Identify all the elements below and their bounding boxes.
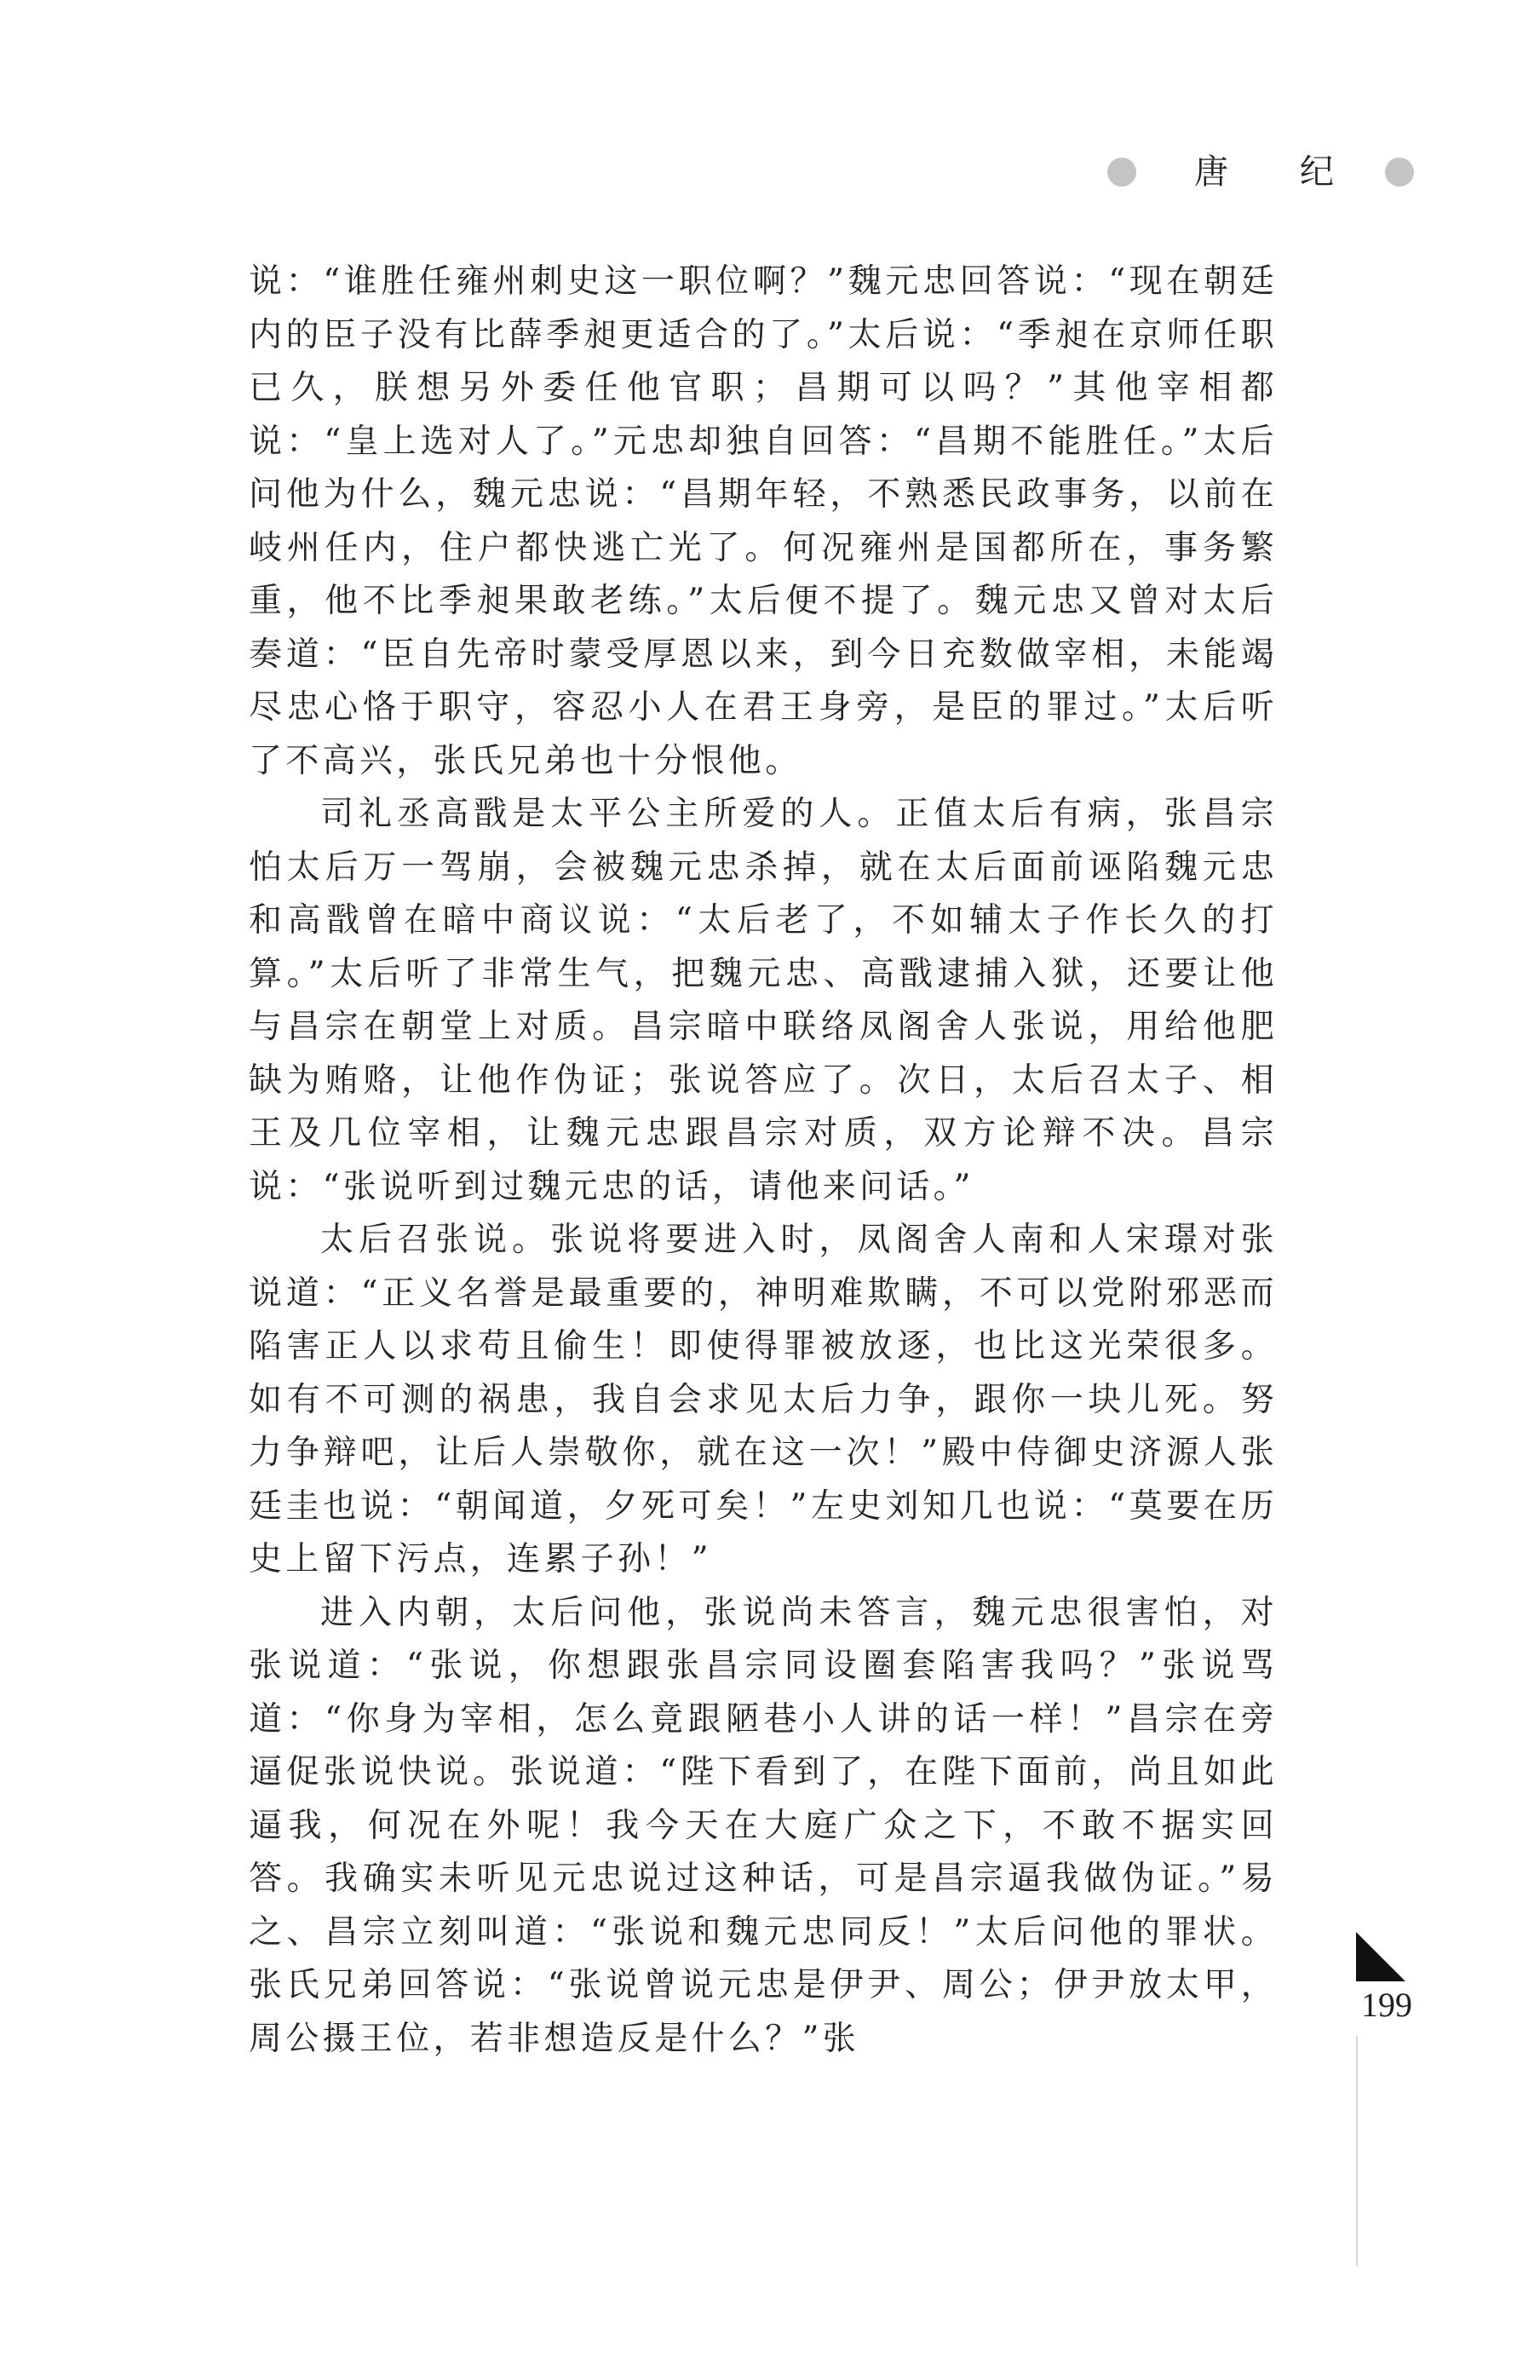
running-header [1107,149,1431,200]
paragraph-1: 说：“谁胜任雍州刺史这一职位啊？”魏元忠回答说：“现在朝廷内的臣子没有比薛季昶更适合的了。”太后说：“季昶在京师任职已久，朕想另外委任他官职；昌期可以吗？”其他宰相都说：“皇上选对人了。”元忠却独自回答：“昌期不能胜任。”太后问他为什么，魏元忠说：“昌期年轻，不熟悉民政事务，以前在岐州任内，住户都快逃亡光了。何况雍州是国都所在，事务繁重，他不比季昶果敢老练。”太后便不提了。魏元忠又曾对太后奏道：“臣自先帝时蒙受厚恩以来，到今日充数做宰相，未能竭尽忠心恪于职守，容忍小人在君王身旁，是臣的罪过。”太后听了不高兴，张氏兄弟也十分恨他。 [249,262,1278,780]
page-number: 199 [1361,1986,1412,2024]
body-text [249,256,1278,2066]
header-title-char-1: 唐 [1194,152,1228,192]
paragraph-2: 司礼丞高戬是太平公主所爱的人。正值太后有病，张昌宗怕太后万一驾崩，会被魏元忠杀掉，就在太后面前诬陷魏元忠和高戬曾在暗中商议说：“太后老了，不如辅太子作长久的打算。”太后听了非常生气，把魏元忠、高戬逮捕入狱，还要让他与昌宗在朝堂上对质。昌宗暗中联络凤阁舍人张说，用给他肥缺为贿赂，让他作伪证；张说答应了。次日，太后召太子、相王及几位宰相，让魏元忠跟昌宗对质，双方论辩不决。昌宗说：“张说听到过魏元忠的话，请他来问话。” [249,795,1278,1206]
page-corner-marker-icon [1356,1932,1405,1981]
paragraph-3: 太后召张说。张说将要进入时，凤阁舍人南和人宋璟对张说道：“正义名誉是最重要的，神明难欺瞒，不可以党附邪恶而陷害正人以求苟且偷生！即使得罪被放逐，也比这光荣很多。如有不可测的祸患，我自会求见太后力争，跟你一块儿死。努力争辩吧，让后人崇敬你，就在这一次！”殿中侍御史济源人张廷圭也说：“朝闻道，夕死可矣！”左史刘知几也说：“莫要在历史上留下污点，连累子孙！” [249,1221,1278,1578]
margin-rule [1356,2036,1358,2266]
header-dot-left-icon [1107,158,1136,187]
paragraph-4: 进入内朝，太后问他，张说尚未答言，魏元忠很害怕，对张说道：“张说，你想跟张昌宗同设圈套陷害我吗？”张说骂道：“你身为宰相，怎么竟跟陋巷小人讲的话一样！”昌宗在旁逼促张说快说。张说道：“陛下看到了，在陛下面前，尚且如此逼我，何况在外呢！我今天在大庭广众之下，不敢不据实回答。我确实未听见元忠说过这种话，可是昌宗逼我做伪证。”易之、昌宗立刻叫道：“张说和魏元忠同反！”太后问他的罪状。张氏兄弟回答说：“张说曾说元忠是伊尹、周公；伊尹放太甲，周公摄王位，若非想造反是什么？”张 [249,1593,1278,2058]
header-dot-right-icon [1385,158,1414,187]
header-title-char-2: 纪 [1300,152,1334,192]
